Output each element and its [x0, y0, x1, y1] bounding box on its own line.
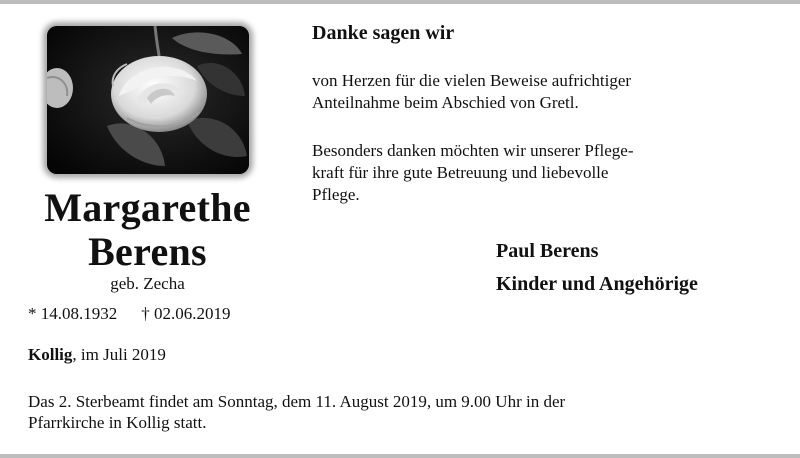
- paragraph-line: kraft für ihre gute Betreuung und liebevolle: [312, 163, 609, 182]
- date-text: , im Juli 2019: [72, 345, 166, 364]
- birth-date: * 14.08.1932: [28, 304, 118, 323]
- announcement-line: Das 2. Sterbeamt findet am Sonntag, dem 11. August 2019, um 9.00 Uhr in der: [28, 392, 566, 411]
- signer-name: Paul Berens: [496, 240, 599, 262]
- place-name: Kollig: [28, 345, 73, 364]
- signer-family: Kinder und Angehörige: [496, 273, 698, 295]
- paragraph-line: von Herzen für die vielen Beweise aufrichtiger: [312, 71, 632, 90]
- thanks-heading: Danke sagen wir: [312, 22, 455, 44]
- announcement-line: Pfarrkirche in Kollig statt.: [28, 413, 207, 432]
- paragraph-line: Anteilnahme beim Abschied von Gretl.: [312, 93, 579, 112]
- rose-photo: [47, 26, 249, 174]
- birth-name: geb. Zecha: [110, 274, 185, 293]
- deceased-last-name: Berens: [88, 229, 207, 274]
- paragraph-line: Besonders danken möchten wir unserer Pflege-: [312, 141, 634, 160]
- rose-image: [47, 26, 249, 174]
- life-dates: [28, 304, 231, 324]
- deceased-first-name: Margarethe: [44, 185, 251, 230]
- service-announcement: [28, 391, 778, 433]
- place-and-date: [28, 345, 166, 365]
- paragraph-line: Pflege.: [312, 185, 360, 204]
- thanks-paragraph-2: [312, 140, 782, 206]
- death-date: † 02.06.2019: [141, 304, 231, 323]
- thanks-paragraph-1: [312, 70, 782, 114]
